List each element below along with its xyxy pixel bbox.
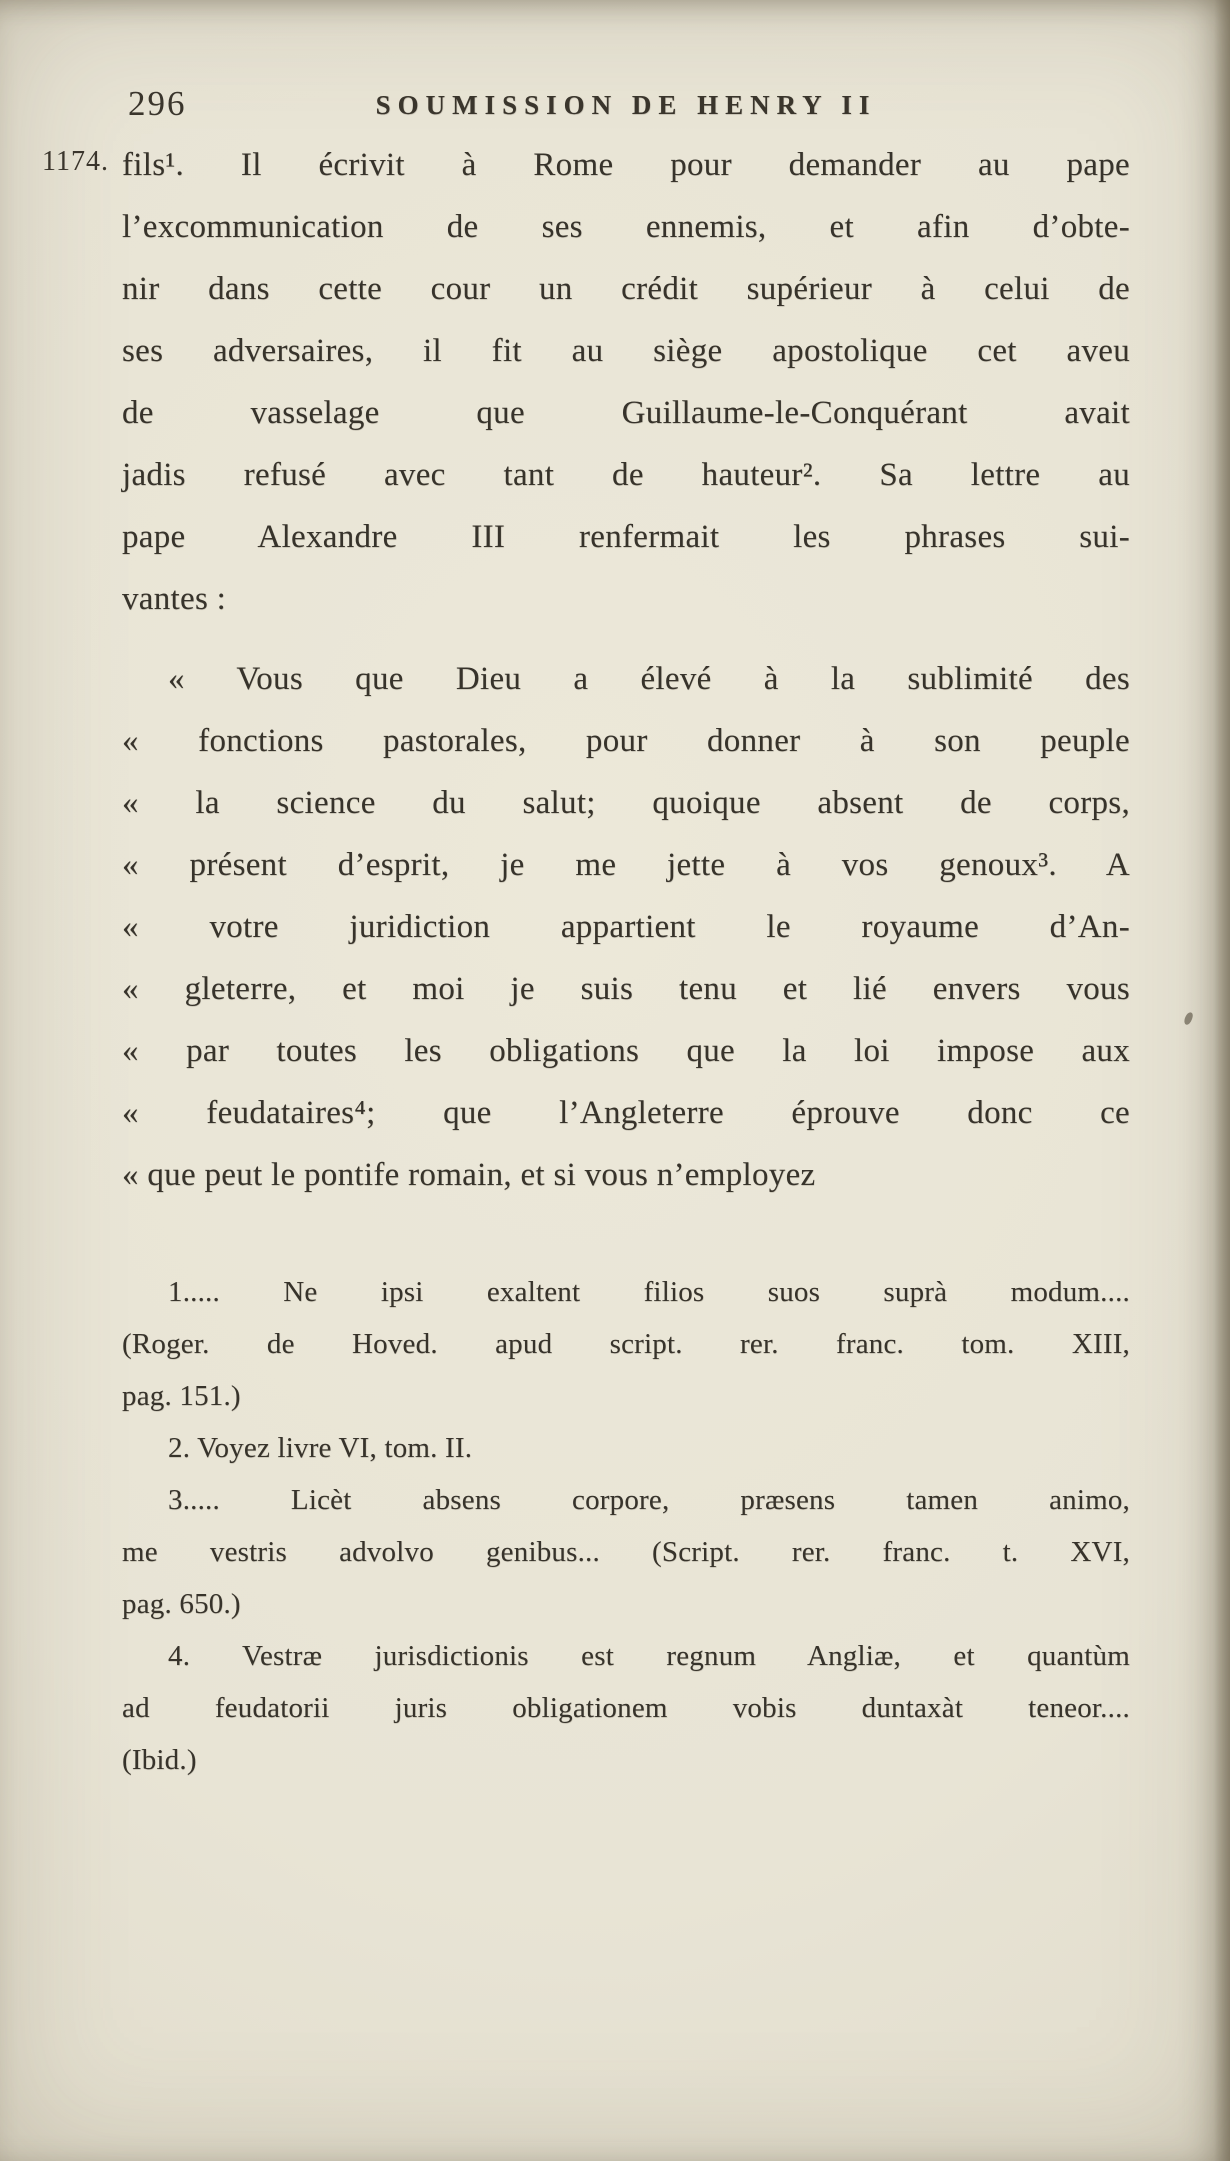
page-header (122, 84, 1130, 130)
footnote-1 (122, 1266, 1130, 1422)
text-line: 1..... Ne ipsi exaltent filios suos suprà modum.... (168, 1276, 1130, 1308)
running-title: SOUMISSION DE HENRY II (375, 90, 877, 120)
page-number: 296 (128, 84, 187, 123)
text-line: nir dans cette cour un crédit supérieur à celui de (122, 271, 1130, 307)
text-line: « votre juridiction appartient le royaume d’An- (122, 909, 1130, 945)
text-line: l’excommunication de ses ennemis, et afin d’obte- (122, 209, 1130, 245)
text-line: 2. Voyez livre VI, tom. II. (168, 1432, 473, 1464)
text-line: jadis refusé avec tant de hauteur². Sa lettre au (122, 457, 1130, 493)
text-line: ad feudatorii juris obligationem vobis duntaxàt teneor.... (122, 1692, 1130, 1724)
text-line: vantes : (122, 581, 227, 617)
scan-artifact (1183, 1011, 1194, 1026)
text-line: (Ibid.) (122, 1744, 197, 1776)
text-line: ses adversaires, il fit au siège apostolique cet aveu (122, 333, 1130, 369)
text-line: « gleterre, et moi je suis tenu et lié envers vous (122, 971, 1130, 1007)
footnote-4 (122, 1630, 1130, 1786)
text-line: « par toutes les obligations que la loi impose aux (122, 1033, 1130, 1069)
text-line: 4. Vestræ jurisdictionis est regnum Angliæ, et quantùm (168, 1640, 1130, 1672)
text-line: de vasselage que Guillaume-le-Conquérant avait (122, 395, 1130, 431)
text-line: (Roger. de Hoved. apud script. rer. franc. tom. XIII, (122, 1328, 1130, 1360)
footnote-3 (122, 1474, 1130, 1630)
text-line: me vestris advolvo genibus... (Script. rer. franc. t. XVI, (122, 1536, 1130, 1568)
footnotes-section (122, 1266, 1130, 1786)
text-line: « la science du salut; quoique absent de corps, (122, 785, 1130, 821)
text-line: « fonctions pastorales, pour donner à son peuple (122, 723, 1130, 759)
text-line: pag. 151.) (122, 1380, 241, 1412)
main-paragraph (122, 134, 1130, 630)
text-line: « Vous que Dieu a élevé à la sublimité des (168, 661, 1130, 697)
text-line: fils¹. Il écrivit à Rome pour demander au pape (122, 147, 1130, 183)
text-line: 3..... Licèt absens corpore, præsens tamen animo, (168, 1484, 1130, 1516)
scan-edge-shadow (1214, 0, 1230, 2161)
text-line: pag. 650.) (122, 1588, 241, 1620)
footnote-2 (122, 1422, 1130, 1474)
text-line: « que peut le pontife romain, et si vous n’employez (122, 1157, 816, 1193)
quoted-letter (122, 648, 1130, 1206)
text-line: « feudataires⁴; que l’Angleterre éprouve donc ce (122, 1095, 1130, 1131)
text-line: pape Alexandre III renfermait les phrases sui- (122, 519, 1130, 555)
text-line: « présent d’esprit, je me jette à vos genoux³. A (122, 847, 1130, 883)
margin-year-note: 1174. (42, 146, 109, 177)
